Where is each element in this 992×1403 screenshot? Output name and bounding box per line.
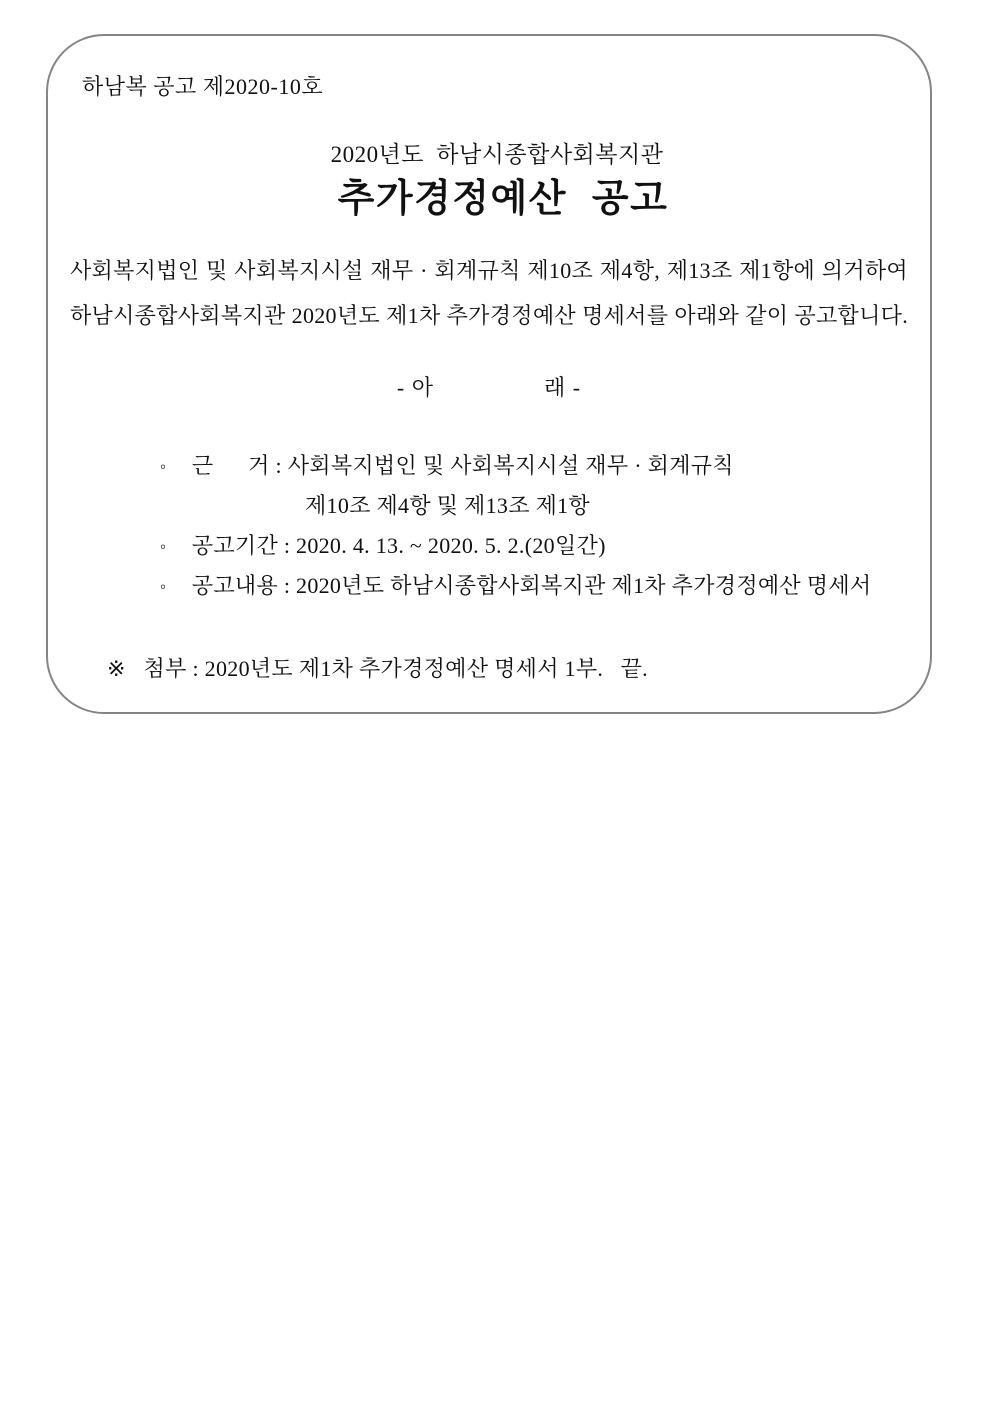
below-heading <box>48 371 930 402</box>
body-line-2: 하남시종합사회복지관 2020년도 제1차 추가경정예산 명세서를 아래와 같이 공고합니다. <box>70 303 908 328</box>
list-item-basis: 근 거 : 사회복지법인 및 사회복지시설 재무 · 회계규칙 <box>191 453 734 478</box>
bullet-icon: ◦ <box>160 577 167 596</box>
list-item <box>160 446 871 486</box>
attachment-text: 첨부 : 2020년도 제1차 추가경정예산 명세서 1부. 끝. <box>143 656 648 681</box>
list-item <box>160 566 871 606</box>
notice-list <box>160 446 871 606</box>
bullet-icon: ◦ <box>160 457 167 476</box>
list-item-basis-continuation: 제10조 제4항 및 제13조 제1항 <box>305 493 590 518</box>
list-item <box>160 526 871 566</box>
list-item-continuation <box>160 486 871 526</box>
below-heading-right: 래 - <box>544 375 582 400</box>
below-heading-left: - 아 <box>396 375 434 400</box>
notice-border-box <box>46 34 932 714</box>
list-item-content: 공고내용 : 2020년도 하남시종합사회복지관 제1차 추가경정예산 명세서 <box>191 573 872 598</box>
reference-mark-icon: ※ <box>107 656 126 681</box>
body-line-1: 사회복지법인 및 사회복지시설 재무 · 회계규칙 제10조 제4항, 제13조 제1항에 의거하여 <box>70 258 908 283</box>
notice-body <box>70 248 908 338</box>
notice-title: 추가경정예산 공고 <box>337 178 669 220</box>
attachment-note <box>107 652 648 683</box>
doc-number: 하남복 공고 제2020-10호 <box>82 74 324 99</box>
notice-subtitle: 2020년도 하남시종합사회복지관 <box>330 142 664 167</box>
bullet-icon: ◦ <box>160 537 167 556</box>
list-item-period: 공고기간 : 2020. 4. 13. ~ 2020. 5. 2.(20일간) <box>191 533 606 558</box>
